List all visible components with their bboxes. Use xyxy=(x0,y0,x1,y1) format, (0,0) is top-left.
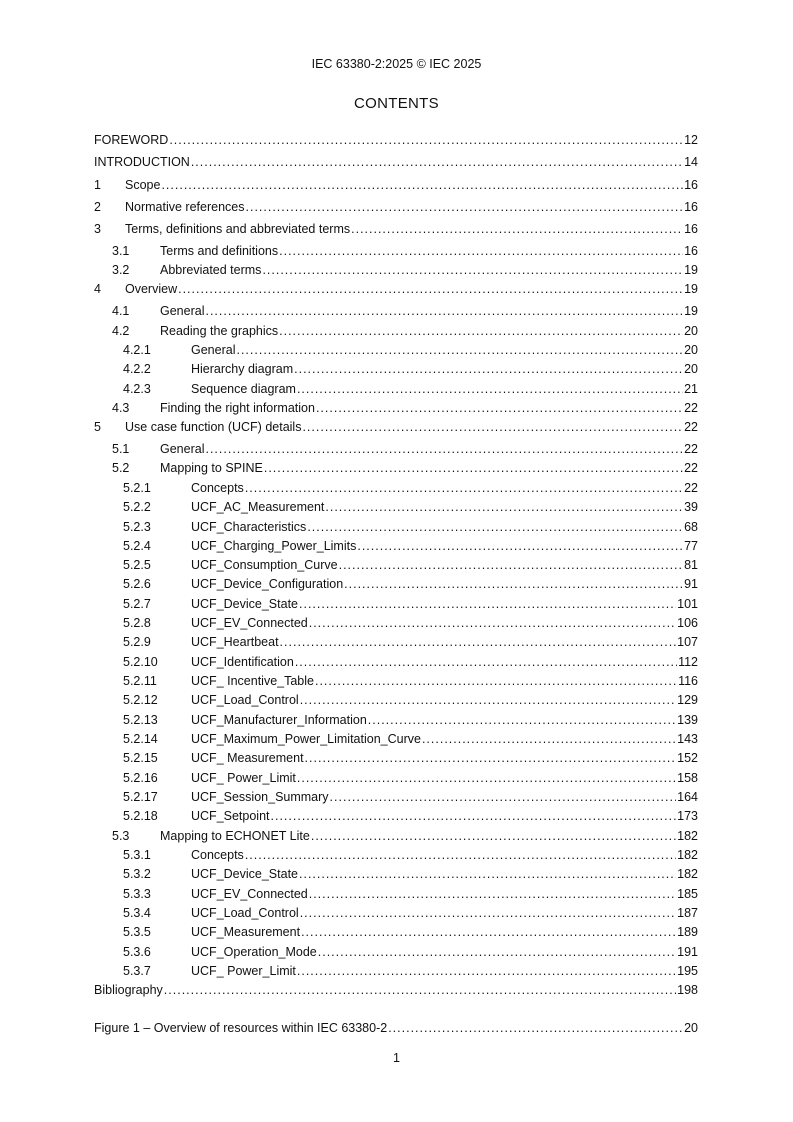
toc-entry-page: 22 xyxy=(684,481,698,495)
toc-entry[interactable] xyxy=(94,674,698,689)
toc-leader-dots xyxy=(368,713,676,728)
page-title: CONTENTS xyxy=(354,95,439,112)
toc-leader-dots xyxy=(262,263,683,278)
toc-leader-dots xyxy=(164,983,676,998)
toc-entry-title: Use case function (UCF) details xyxy=(125,420,302,434)
toc-entry-page: 191 xyxy=(677,945,698,959)
toc-entry[interactable] xyxy=(94,133,698,148)
toc-entry[interactable] xyxy=(94,848,698,863)
toc-entry[interactable] xyxy=(94,401,698,416)
toc-leader-dots xyxy=(300,906,676,921)
toc-entry-page: 21 xyxy=(684,382,698,396)
toc-entry[interactable] xyxy=(94,222,698,237)
toc-leader-dots xyxy=(316,401,683,416)
toc-entry[interactable] xyxy=(94,420,698,435)
toc-leader-dots xyxy=(307,520,683,535)
toc-entry-page: 101 xyxy=(677,597,698,611)
toc-leader-dots xyxy=(299,597,676,612)
toc-entry-title: Concepts xyxy=(191,481,244,495)
toc-entry-page: 20 xyxy=(684,343,698,357)
toc-entry[interactable] xyxy=(94,577,698,592)
toc-entry-title: INTRODUCTION xyxy=(94,155,190,169)
toc-entry-title: General xyxy=(160,442,205,456)
toc-entry-number: 5.2.10 xyxy=(123,655,158,669)
toc-entry-title: UCF_ Measurement xyxy=(191,751,304,765)
toc-leader-dots xyxy=(422,732,676,747)
toc-entry-page: 185 xyxy=(677,887,698,901)
toc-entry-title: UCF_ Incentive_Table xyxy=(191,674,314,688)
toc-entry-title: UCF_Manufacturer_Information xyxy=(191,713,367,727)
toc-entry-page: 16 xyxy=(684,178,698,192)
toc-entry[interactable] xyxy=(94,263,698,278)
toc-entry[interactable] xyxy=(94,809,698,824)
toc-entry[interactable] xyxy=(94,906,698,921)
toc-entry-page: 164 xyxy=(677,790,698,804)
toc-entry-number: 5.1 xyxy=(112,442,130,456)
toc-entry-number: 5.3.4 xyxy=(123,906,151,920)
toc-entry-number: 5.2.6 xyxy=(123,577,151,591)
toc-entry-page: 139 xyxy=(677,713,698,727)
toc-entry-number: 5.2.16 xyxy=(123,771,158,785)
toc-entry-title: UCF_ Power_Limit xyxy=(191,771,296,785)
toc-entry-number: 5.2.4 xyxy=(123,539,151,553)
toc-entry-page: 20 xyxy=(684,1021,698,1035)
toc-entry-page: 143 xyxy=(677,732,698,746)
toc-entry[interactable] xyxy=(94,558,698,573)
toc-leader-dots xyxy=(300,693,676,708)
toc-entry-page: 22 xyxy=(684,420,698,434)
toc-entry-page: 173 xyxy=(677,809,698,823)
toc-entry-title: UCF_EV_Connected xyxy=(191,616,308,630)
toc-entry-title: UCF_Load_Control xyxy=(191,906,299,920)
toc-entry-title: UCF_Maximum_Power_Limitation_Curve xyxy=(191,732,421,746)
toc-entry-title: Hierarchy diagram xyxy=(191,362,294,376)
toc-entry-title: Mapping to ECHONET Lite xyxy=(160,829,310,843)
toc-leader-dots xyxy=(236,343,683,358)
toc-entry[interactable] xyxy=(94,635,698,650)
toc-entry-page: 107 xyxy=(677,635,698,649)
toc-entry-number: 4.3 xyxy=(112,401,130,415)
toc-entry-page: 91 xyxy=(684,577,698,591)
toc-entry[interactable] xyxy=(94,964,698,979)
toc-entry-page: 39 xyxy=(684,500,698,514)
toc-entry-number: 4.2.3 xyxy=(123,382,151,396)
toc-entry[interactable] xyxy=(94,732,698,747)
page-number: 1 xyxy=(393,1051,400,1065)
toc-leader-dots xyxy=(301,925,676,940)
toc-leader-dots xyxy=(279,244,683,259)
toc-entry[interactable] xyxy=(94,655,698,670)
toc-leader-dots xyxy=(178,282,683,297)
toc-leader-dots xyxy=(279,324,683,339)
toc-entry-title: UCF_Setpoint xyxy=(191,809,270,823)
toc-entry[interactable] xyxy=(94,771,698,786)
toc-entry-page: 19 xyxy=(684,263,698,277)
toc-entry-title: Sequence diagram xyxy=(191,382,296,396)
page-header: IEC 63380-2:2025 © IEC 2025 xyxy=(311,57,482,71)
toc-entry-page: 116 xyxy=(678,674,698,688)
toc-leader-dots xyxy=(245,481,683,496)
toc-leader-dots xyxy=(297,771,676,786)
toc-entry-number: 5.2.8 xyxy=(123,616,151,630)
toc-entry-page: 129 xyxy=(677,693,698,707)
toc-leader-dots xyxy=(299,867,676,882)
toc-entry[interactable] xyxy=(94,790,698,805)
toc-entry[interactable] xyxy=(94,244,698,259)
toc-entry-number: 4.2.2 xyxy=(123,362,151,376)
toc-entry-number: 1 xyxy=(94,178,101,192)
toc-entry-number: 5.2.2 xyxy=(123,500,151,514)
toc-entry-number: 5.3.2 xyxy=(123,867,151,881)
toc-entry-page: 19 xyxy=(684,304,698,318)
toc-entry-title: Concepts xyxy=(191,848,244,862)
toc-entry[interactable] xyxy=(94,597,698,612)
toc-entry-number: 3.2 xyxy=(112,263,130,277)
toc-entry[interactable] xyxy=(94,382,698,397)
toc-entry-page: 14 xyxy=(684,155,698,169)
toc-entry-number: 4.2 xyxy=(112,324,130,338)
toc-entry[interactable] xyxy=(94,867,698,882)
toc-entry[interactable] xyxy=(94,1021,698,1036)
toc-leader-dots xyxy=(294,362,683,377)
toc-entry-number: 5.2.9 xyxy=(123,635,151,649)
toc-entry-number: 5.2.13 xyxy=(123,713,158,727)
toc-entry-page: 68 xyxy=(684,520,698,534)
toc-entry-page: 20 xyxy=(684,324,698,338)
toc-leader-dots xyxy=(339,558,684,573)
toc-entry[interactable] xyxy=(94,945,698,960)
toc-entry-number: 4.1 xyxy=(112,304,130,318)
toc-entry-page: 195 xyxy=(677,964,698,978)
toc-entry-number: 5.2.5 xyxy=(123,558,151,572)
toc-leader-dots xyxy=(302,420,683,435)
toc-entry-number: 3 xyxy=(94,222,101,236)
toc-leader-dots xyxy=(245,848,676,863)
toc-entry-title: Abbreviated terms xyxy=(160,263,262,277)
toc-entry-number: 5.2.18 xyxy=(123,809,158,823)
toc-entry-title: Bibliography xyxy=(94,983,163,997)
toc-leader-dots xyxy=(297,964,676,979)
toc-entry-title: UCF_Heartbeat xyxy=(191,635,279,649)
toc-entry-number: 2 xyxy=(94,200,101,214)
toc-entry-page: 16 xyxy=(684,244,698,258)
toc-entry-page: 182 xyxy=(677,848,698,862)
toc-entry[interactable] xyxy=(94,362,698,377)
toc-entry[interactable] xyxy=(94,500,698,515)
toc-entry[interactable] xyxy=(94,481,698,496)
toc-entry-number: 5 xyxy=(94,420,101,434)
toc-entry-title: UCF_Operation_Mode xyxy=(191,945,317,959)
toc-leader-dots xyxy=(357,539,683,554)
toc-entry-title: UCF_EV_Connected xyxy=(191,887,308,901)
toc-entry-number: 5.3.5 xyxy=(123,925,151,939)
toc-entry[interactable] xyxy=(94,343,698,358)
toc-entry[interactable] xyxy=(94,178,698,193)
toc-entry-number: 5.3.3 xyxy=(123,887,151,901)
toc-leader-dots xyxy=(205,304,683,319)
toc-entry-page: 158 xyxy=(677,771,698,785)
toc-entry-page: 81 xyxy=(684,558,698,572)
toc-leader-dots xyxy=(280,635,677,650)
toc-entry-page: 22 xyxy=(684,442,698,456)
toc-leader-dots xyxy=(271,809,677,824)
toc-entry[interactable] xyxy=(94,442,698,457)
toc-entry[interactable] xyxy=(94,304,698,319)
toc-entry-number: 5.3.6 xyxy=(123,945,151,959)
toc-leader-dots xyxy=(161,178,683,193)
toc-leader-dots xyxy=(309,616,676,631)
toc-entry-title: UCF_AC_Measurement xyxy=(191,500,325,514)
toc-entry[interactable] xyxy=(94,461,698,476)
toc-entry-number: 5.2.17 xyxy=(123,790,158,804)
toc-entry-title: Normative references xyxy=(125,200,245,214)
toc-entry-page: 187 xyxy=(677,906,698,920)
toc-entry[interactable] xyxy=(94,713,698,728)
toc-leader-dots xyxy=(305,751,677,766)
toc-entry-title: Mapping to SPINE xyxy=(160,461,263,475)
toc-entry-title: Figure 1 – Overview of resources within IEC 63380-2 xyxy=(94,1021,388,1035)
toc-leader-dots xyxy=(311,829,676,844)
toc-leader-dots xyxy=(309,887,676,902)
toc-entry-page: 198 xyxy=(677,983,698,997)
toc-entry-page: 19 xyxy=(684,282,698,296)
toc-entry-page: 189 xyxy=(677,925,698,939)
toc-entry[interactable] xyxy=(94,539,698,554)
toc-entry[interactable] xyxy=(94,829,698,844)
toc-entry-page: 182 xyxy=(677,829,698,843)
toc-entry-title: Scope xyxy=(125,178,161,192)
toc-entry[interactable] xyxy=(94,520,698,535)
toc-entry-title: Terms, definitions and abbreviated terms xyxy=(125,222,351,236)
toc-leader-dots xyxy=(318,945,676,960)
toc-entry-title: Overview xyxy=(125,282,178,296)
toc-entry-number: 5.2.11 xyxy=(123,674,157,688)
toc-entry-number: 5.2.7 xyxy=(123,597,151,611)
toc-leader-dots xyxy=(191,155,683,170)
toc-entry-page: 112 xyxy=(678,655,698,669)
toc-entry-number: 5.2.12 xyxy=(123,693,158,707)
toc-entry[interactable] xyxy=(94,155,698,170)
toc-entry-page: 16 xyxy=(684,200,698,214)
toc-entry-number: 5.2.15 xyxy=(123,751,158,765)
toc-leader-dots xyxy=(246,200,684,215)
toc-leader-dots xyxy=(295,655,677,670)
toc-entry-number: 5.2.1 xyxy=(123,481,151,495)
toc-leader-dots xyxy=(388,1021,683,1036)
toc-entry-page: 22 xyxy=(684,461,698,475)
toc-entry-page: 12 xyxy=(684,133,698,147)
toc-leader-dots xyxy=(325,500,683,515)
toc-entry-page: 152 xyxy=(677,751,698,765)
toc-leader-dots xyxy=(264,461,683,476)
toc-entry-title: UCF_Load_Control xyxy=(191,693,299,707)
toc-entry-page: 16 xyxy=(684,222,698,236)
toc-entry-title: UCF_Device_Configuration xyxy=(191,577,344,591)
toc-entry-title: Reading the graphics xyxy=(160,324,279,338)
toc-entry-title: Terms and definitions xyxy=(160,244,279,258)
toc-entry[interactable] xyxy=(94,983,698,998)
toc-entry-number: 5.3 xyxy=(112,829,130,843)
toc-leader-dots xyxy=(205,442,683,457)
toc-entry-title: FOREWORD xyxy=(94,133,169,147)
toc-entry-title: UCF_Consumption_Curve xyxy=(191,558,338,572)
toc-entry-page: 182 xyxy=(677,867,698,881)
toc-entry-page: 20 xyxy=(684,362,698,376)
toc-entry-number: 5.3.1 xyxy=(123,848,151,862)
toc-entry-page: 22 xyxy=(684,401,698,415)
toc-leader-dots xyxy=(315,674,677,689)
toc-leader-dots xyxy=(344,577,683,592)
toc-entry-number: 3.1 xyxy=(112,244,130,258)
toc-entry-page: 77 xyxy=(684,539,698,553)
toc-entry-title: General xyxy=(160,304,205,318)
toc-entry[interactable] xyxy=(94,693,698,708)
toc-entry[interactable] xyxy=(94,925,698,940)
toc-entry[interactable] xyxy=(94,616,698,631)
toc-leader-dots xyxy=(351,222,683,237)
toc-entry-title: Finding the right information xyxy=(160,401,315,415)
toc-entry-number: 5.2.3 xyxy=(123,520,151,534)
toc-entry-number: 4 xyxy=(94,282,101,296)
toc-leader-dots xyxy=(297,382,683,397)
toc-entry-title: General xyxy=(191,343,236,357)
toc-leader-dots xyxy=(169,133,683,148)
toc-entry-title: UCF_Device_State xyxy=(191,867,298,881)
toc-entry[interactable] xyxy=(94,751,698,766)
toc-entry[interactable] xyxy=(94,324,698,339)
toc-entry-number: 4.2.1 xyxy=(123,343,151,357)
toc-entry-number: 5.2 xyxy=(112,461,130,475)
toc-entry-number: 5.2.14 xyxy=(123,732,158,746)
toc-entry-title: UCF_Device_State xyxy=(191,597,298,611)
toc-entry-title: UCF_Characteristics xyxy=(191,520,307,534)
toc-entry-number: 5.3.7 xyxy=(123,964,151,978)
toc-entry-title: UCF_Measurement xyxy=(191,925,301,939)
toc-entry[interactable] xyxy=(94,200,698,215)
toc-entry[interactable] xyxy=(94,282,698,297)
toc-entry-title: UCF_ Power_Limit xyxy=(191,964,296,978)
toc-entry-page: 106 xyxy=(677,616,698,630)
toc-leader-dots xyxy=(330,790,677,805)
toc-entry[interactable] xyxy=(94,887,698,902)
toc-entry-title: UCF_Charging_Power_Limits xyxy=(191,539,357,553)
toc-entry-title: UCF_Session_Summary xyxy=(191,790,329,804)
toc-entry-title: UCF_Identification xyxy=(191,655,294,669)
